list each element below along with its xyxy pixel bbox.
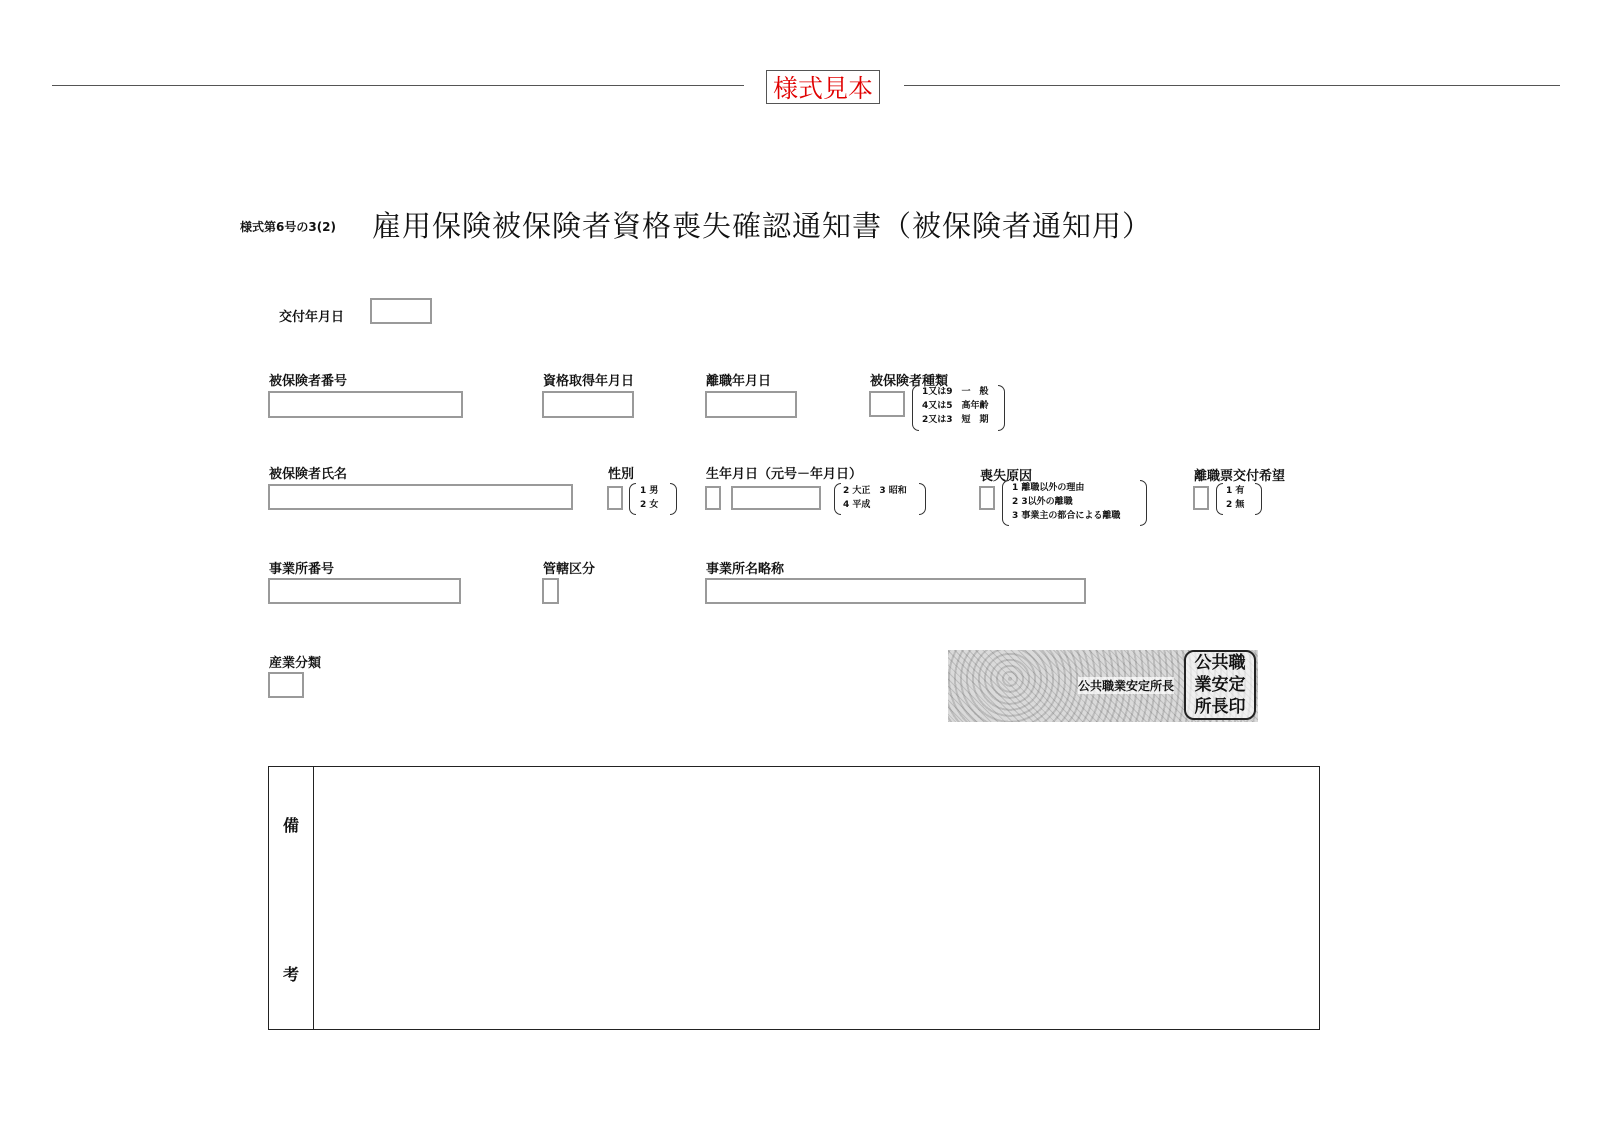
sex-options [640,484,658,512]
insured-type-label: 被保険者種類 [870,374,949,389]
insured-type-options [922,385,989,427]
sex-option: 2 女 [640,500,659,510]
seal-line: 公共職 [1194,653,1246,673]
sex-label: 性別 [608,467,635,482]
sample-label: 様式見本 [766,70,880,104]
official-seal [1184,650,1256,720]
insured-type-option: 1又は9 一 般 [922,387,989,397]
issue-date-field[interactable] [370,298,432,324]
office-number-field[interactable] [268,578,461,604]
insured-number-field[interactable] [268,391,463,418]
birth-era-field[interactable] [705,486,721,510]
insured-type-option: 4又は5 高年齢 [922,401,989,411]
birth-era-option: 2 大正 3 昭和 [843,486,907,496]
separation-slip-option: 1 有 [1226,486,1245,496]
insured-type-field[interactable] [869,391,905,417]
industry-field[interactable] [268,672,304,698]
insured-type-option: 2又は3 短 期 [922,415,989,425]
sex-paren-right [670,483,677,515]
office-name-field[interactable] [705,578,1086,604]
issue-date-label: 交付年月日 [279,310,345,325]
insured-type-paren-left [912,385,919,431]
acquisition-date-field[interactable] [542,391,634,418]
birth-era-options [843,484,907,512]
form-title: 雇用保険被保険者資格喪失確認通知書（被保険者通知用） [372,209,1153,243]
insured-name-field[interactable] [268,484,573,510]
loss-reason-paren-right [1140,480,1147,526]
separation-date-field[interactable] [705,391,797,418]
insured-number-label: 被保険者番号 [269,374,348,389]
remarks-box[interactable] [268,766,1320,1030]
loss-reason-option: 3 事業主の都合による離職 [1012,511,1121,521]
remarks-label-column [269,767,314,1029]
loss-reason-option: 2 3以外の離職 [1012,497,1073,507]
header-rule-right [904,85,1560,86]
form-number: 様式第6号の3(2) [240,220,337,234]
industry-label: 産業分類 [269,656,322,671]
office-chief-label: 公共職業安定所長 [1078,679,1175,693]
office-number-label: 事業所番号 [269,562,335,577]
loss-reason-paren-left [1002,480,1009,526]
loss-reason-label: 喪失原因 [980,469,1033,484]
separation-slip-option: 2 無 [1226,500,1245,510]
birth-era-paren-left [834,483,841,515]
birth-date-label: 生年月日（元号－年月日） [706,467,863,482]
separation-slip-paren-left [1216,483,1223,515]
separation-slip-field[interactable] [1193,486,1209,510]
birth-era-option: 4 平成 [843,500,871,510]
separation-slip-label: 離職票交付希望 [1194,469,1286,484]
loss-reason-field[interactable] [979,486,995,510]
insured-type-paren-right [998,385,1005,431]
insured-name-label: 被保険者氏名 [269,467,348,482]
birth-era-paren-right [919,483,926,515]
jurisdiction-field[interactable] [542,578,559,604]
separation-date-label: 離職年月日 [706,374,772,389]
loss-reason-option: 1 離職以外の理由 [1012,483,1085,493]
sex-paren-left [629,483,636,515]
remarks-char-2: 考 [282,965,299,984]
header-rule-left [52,85,744,86]
seal-line: 業安定 [1194,675,1246,695]
sex-option: 1 男 [640,486,659,496]
loss-reason-options [1012,481,1120,523]
separation-slip-paren-right [1255,483,1262,515]
seal-line: 所長印 [1194,697,1246,717]
remarks-char-1: 備 [282,816,299,835]
sex-field[interactable] [607,486,623,510]
acquisition-date-label: 資格取得年月日 [543,374,635,389]
jurisdiction-label: 管轄区分 [543,562,596,577]
office-name-label: 事業所名略称 [706,562,785,577]
separation-slip-options [1226,484,1244,512]
birth-date-field[interactable] [731,486,821,510]
